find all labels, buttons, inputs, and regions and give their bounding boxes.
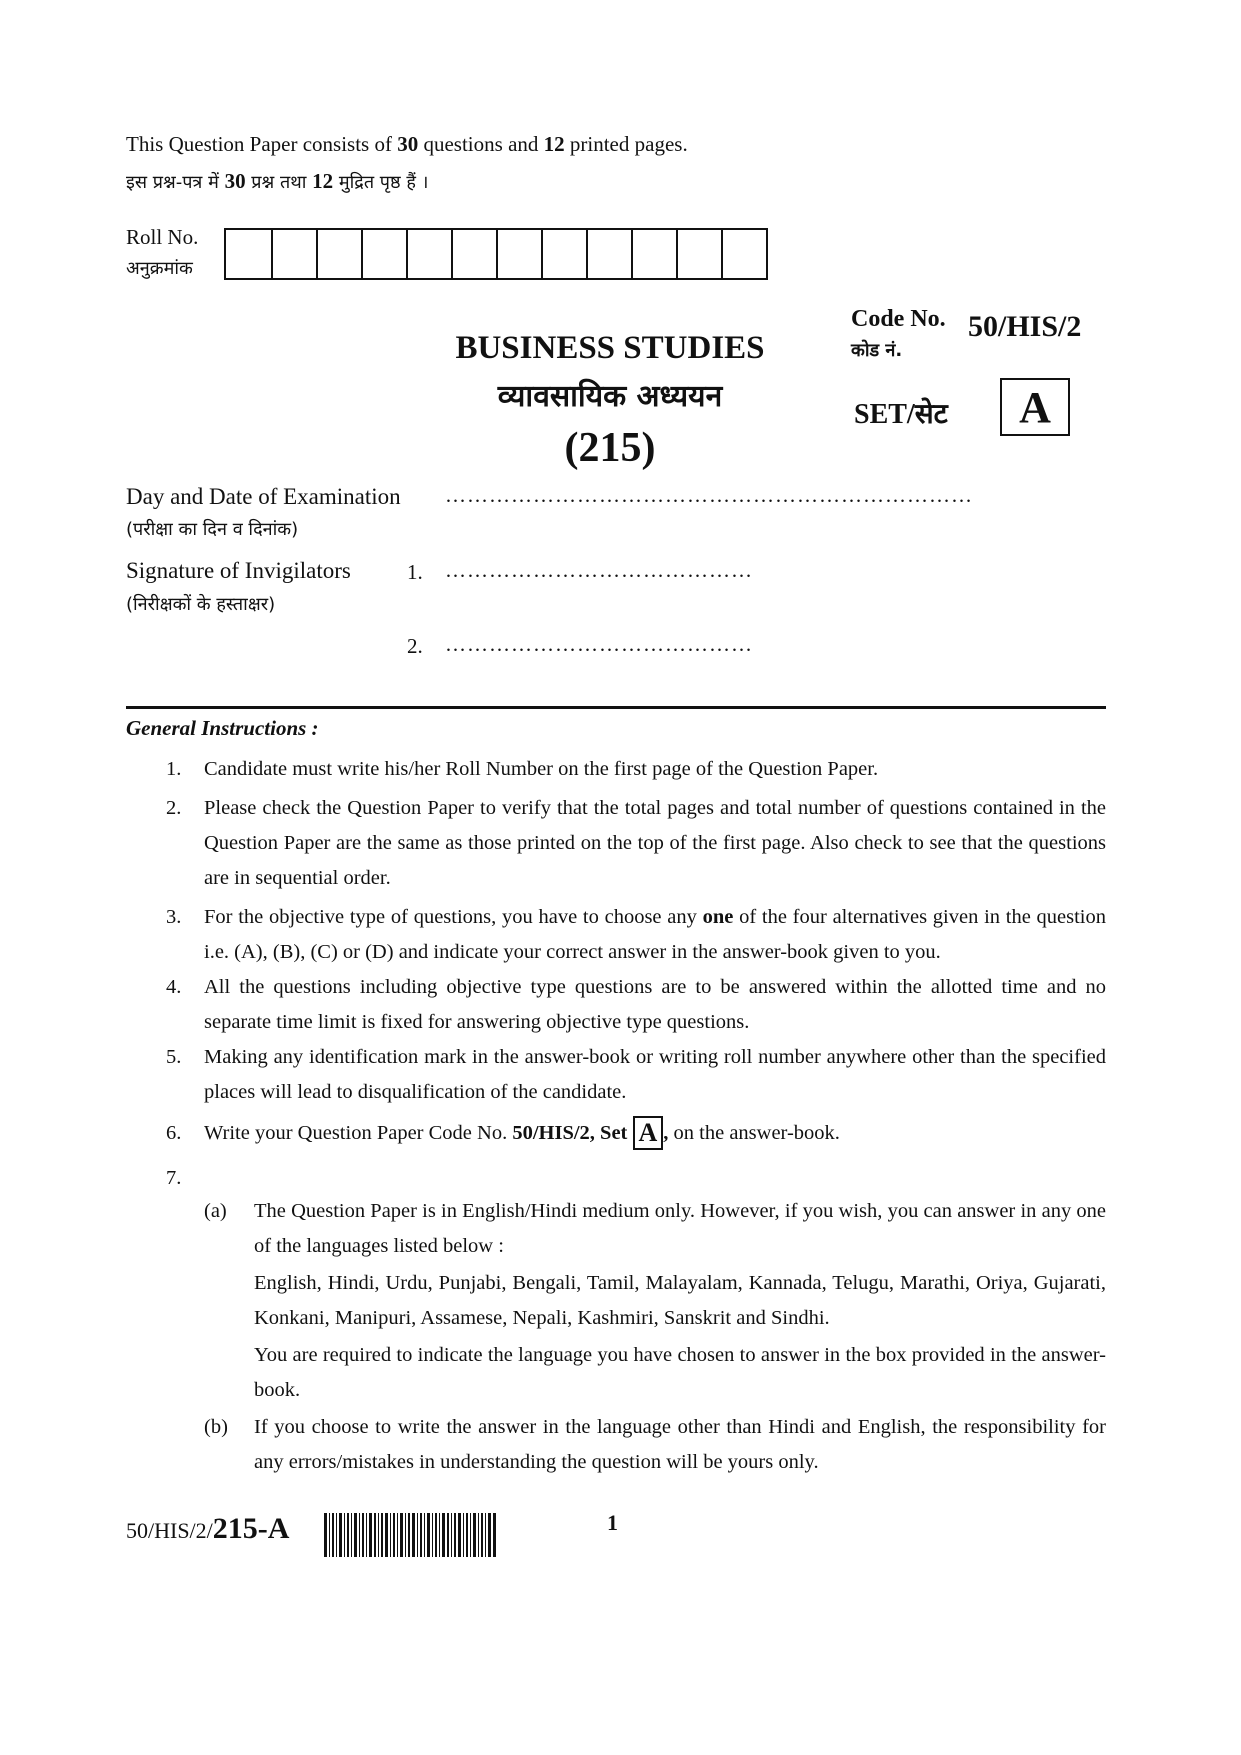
item-text: Please check the Question Paper to verify that the total pages and total number of questions contained in the Question Paper are the same as those printed on the top of the first page. Also check to see that the questions are in sequential order. [204, 797, 1106, 889]
roll-number-boxes[interactable] [224, 228, 768, 280]
exam-date-label: Day and Date of Examination [126, 484, 401, 509]
roll-box[interactable] [451, 230, 496, 278]
roll-box[interactable] [271, 230, 316, 278]
footer-code [126, 1512, 289, 1546]
question-count: 30 [224, 169, 246, 193]
item-text: Making any identification mark in the answer-book or writing roll number anywhere other than the specified places will lead to disqualification of the candidate. [204, 1046, 1106, 1103]
instructions-heading: General Instructions : [126, 716, 319, 740]
item-number: 2. [166, 797, 182, 819]
roll-label-hindi: अनुक्रमांक [126, 258, 193, 279]
sub-item-b [126, 1410, 1106, 1480]
signature-1-number: 1. [407, 560, 423, 584]
info-text: This Question Paper consists of [126, 132, 398, 156]
item-text-bold: one [702, 906, 734, 928]
sub-text: If you choose to write the answer in the language other than Hindi and English, the responsibility for any errors/mistakes in understanding the question will be yours only. [254, 1416, 1106, 1473]
info-text: इस प्रश्न-पत्र में [126, 172, 225, 193]
set-box-inline: A [633, 1116, 664, 1150]
exam-date-label-hindi: (परीक्षा का दिन व दिनांक) [126, 519, 299, 540]
info-text: printed pages. [564, 132, 688, 156]
question-count: 30 [397, 132, 419, 156]
paper-info-english [126, 129, 688, 159]
signature-label: Signature of Invigilators [126, 558, 351, 583]
signature-label-hindi: (निरीक्षकों के हस्ताक्षर) [126, 594, 276, 615]
roll-label: Roll No. [126, 225, 199, 249]
instruction-item [126, 900, 1106, 970]
item-text: Write your Question Paper Code No. [204, 1122, 513, 1144]
item-number: 3. [166, 906, 182, 928]
roll-box[interactable] [361, 230, 406, 278]
roll-box[interactable] [676, 230, 721, 278]
roll-box[interactable] [541, 230, 586, 278]
subject-code: (215) [564, 425, 656, 471]
roll-box[interactable] [316, 230, 361, 278]
info-text: प्रश्न तथा [245, 172, 313, 193]
subject-title-hindi: व्यावसायिक अध्ययन [497, 379, 723, 414]
item-text-bold: 50/HIS/2, Set [512, 1122, 628, 1144]
instruction-item [126, 1116, 1106, 1151]
item-number: 1. [166, 758, 182, 780]
item-text: of the four alternatives given in the question i.e. (A), (B), (C) or (D) and indicate your correct answer in the answer-book given to you. [204, 906, 1106, 963]
item-number: 4. [166, 976, 182, 998]
item-number: 7. [166, 1167, 182, 1189]
page-count: 12 [312, 169, 334, 193]
roll-box[interactable] [631, 230, 676, 278]
roll-box[interactable] [586, 230, 631, 278]
code-value: 50/HIS/2 [968, 310, 1082, 343]
page-number: 1 [607, 1510, 618, 1535]
roll-box[interactable] [496, 230, 541, 278]
item-number: 6. [166, 1122, 182, 1144]
item-number: 5. [166, 1046, 182, 1068]
language-note: You are required to indicate the language you have chosen to answer in the box provided in the answer-book. [254, 1344, 1106, 1401]
info-text: मुद्रित पृष्ठ हैं । [333, 172, 429, 193]
item-text: on the answer-book. [668, 1122, 840, 1144]
instruction-7 [126, 1194, 1106, 1480]
sub-item-a [126, 1194, 1106, 1264]
signature-2-number: 2. [407, 634, 423, 658]
roll-box[interactable] [721, 230, 766, 278]
roll-box[interactable] [226, 230, 271, 278]
signature-2-field[interactable]: …………………………………… [445, 632, 753, 656]
sub-label: (a) [204, 1200, 227, 1222]
item-text: For the objective type of questions, you have to choose any [204, 906, 703, 928]
paper-info-hindi [126, 166, 428, 198]
subject-title: BUSINESS STUDIES [455, 330, 765, 366]
info-text: questions and [418, 132, 544, 156]
barcode-icon [324, 1513, 496, 1557]
instructions-list [126, 752, 1106, 1189]
instruction-item [126, 791, 1106, 896]
item-text-bold: , [663, 1122, 669, 1144]
language-list: English, Hindi, Urdu, Punjabi, Bengali, Tamil, Malayalam, Kannada, Telugu, Marathi, Oriya, Gujarati, Konkani, Manipuri, Assamese, Nepali, Kashmiri, Sanskrit and Sindhi. [254, 1272, 1106, 1329]
exam-date-field[interactable]: ……………………………………………………………… [445, 483, 973, 507]
set-box: A [1000, 378, 1070, 436]
roll-box[interactable] [406, 230, 451, 278]
footer-code-small: 50/HIS/2/ [126, 1518, 213, 1543]
code-label: Code No. [851, 306, 946, 332]
sub-text: The Question Paper is in English/Hindi medium only. However, if you wish, you can answer in any one of the languages listed below : [254, 1200, 1106, 1257]
page-count: 12 [543, 132, 565, 156]
signature-1-field[interactable]: …………………………………… [445, 558, 753, 582]
sub-label: (b) [204, 1416, 228, 1438]
instruction-item [126, 1040, 1106, 1110]
instruction-item [126, 970, 1106, 1040]
item-text: All the questions including objective type questions are to be answered within the allotted time and no separate time limit is fixed for answering objective type questions. [204, 976, 1106, 1033]
instruction-item [126, 752, 1106, 787]
footer-code-big: 215-A [212, 1512, 290, 1545]
divider [126, 706, 1106, 709]
set-label: SET/सेट [854, 399, 948, 430]
item-text: Candidate must write his/her Roll Number on the first page of the Question Paper. [204, 758, 879, 780]
code-label-hindi: कोड नं. [851, 340, 903, 361]
